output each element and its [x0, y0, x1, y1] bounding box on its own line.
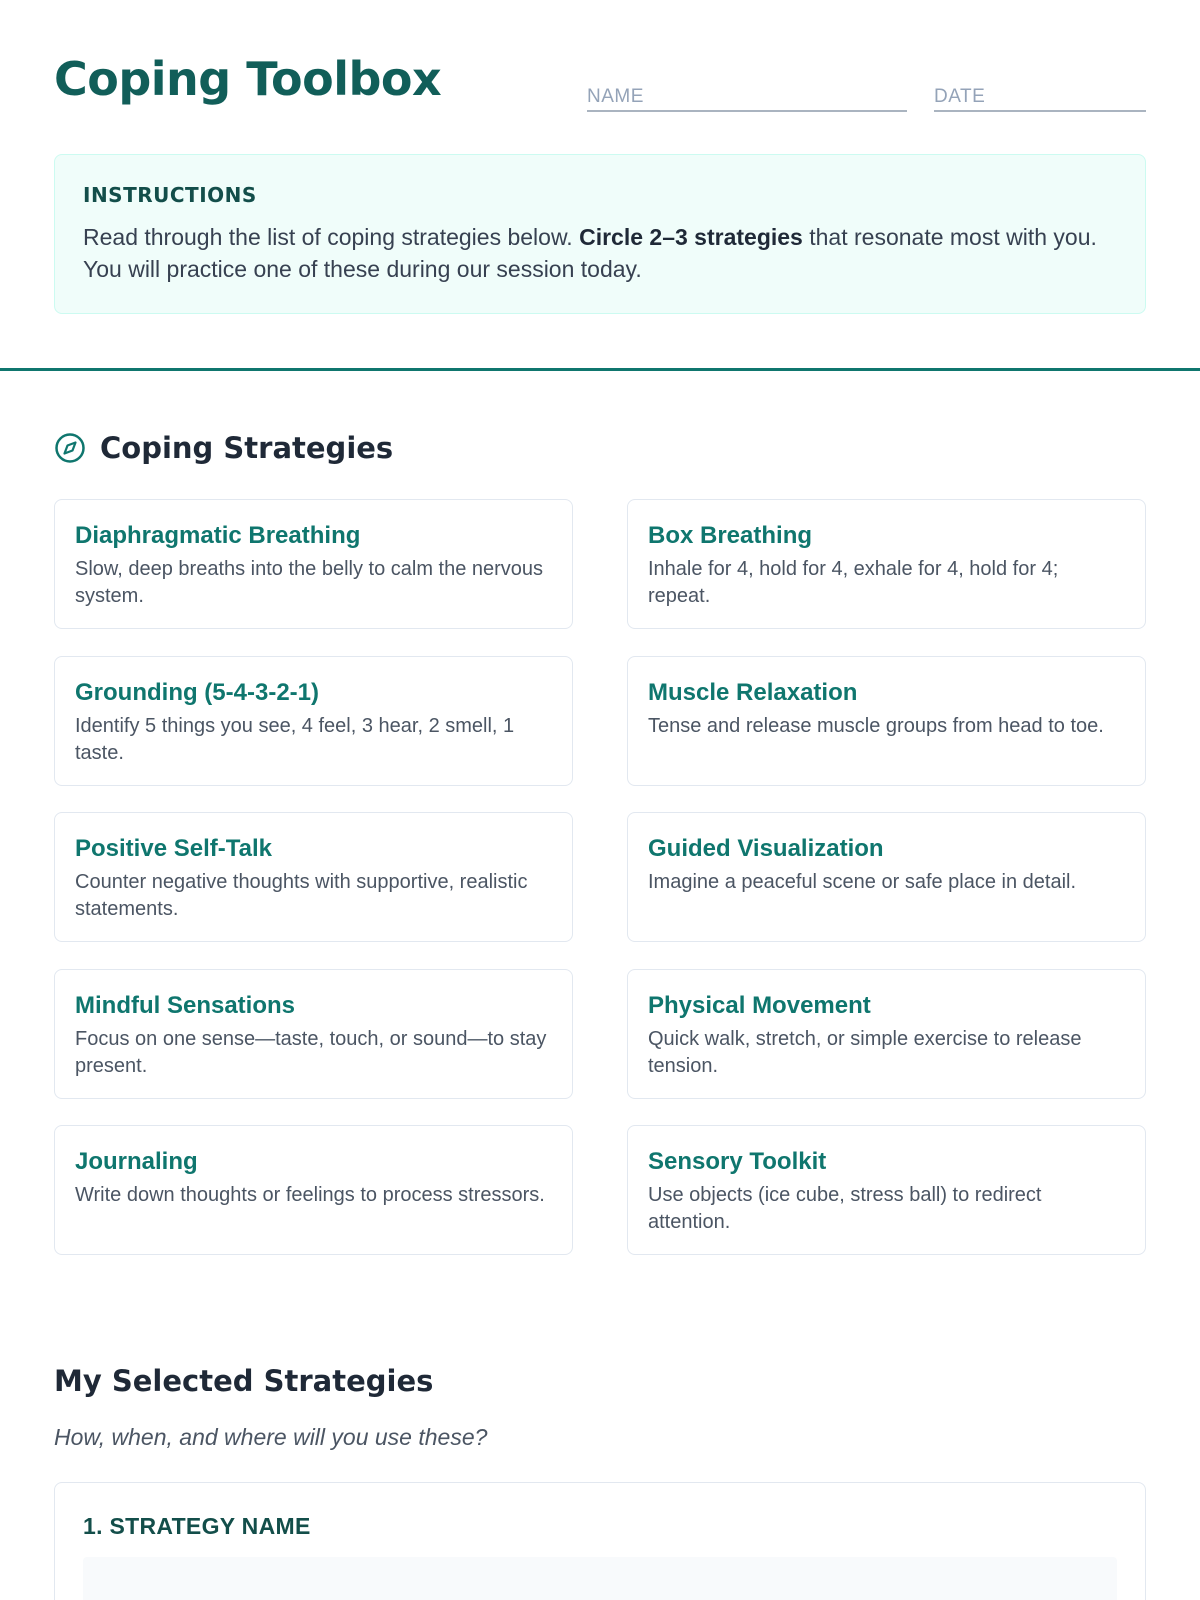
strategy-title: Box Breathing	[648, 522, 813, 549]
strategy-title: Sensory Toolkit	[648, 1148, 827, 1175]
strategy-card[interactable]	[627, 656, 1146, 786]
strategy-card[interactable]	[54, 1125, 573, 1255]
instructions-text	[83, 221, 1117, 285]
strategy-title: Grounding (5-4-3-2-1)	[75, 679, 319, 706]
page-title: Coping Toolbox	[54, 52, 442, 106]
name-field[interactable]	[587, 86, 907, 112]
strategy-card[interactable]	[54, 812, 573, 942]
strategy-card[interactable]	[627, 812, 1146, 942]
strategy-desc: Write down thoughts or feelings to process stressors.	[75, 1184, 545, 1206]
strategy-desc: Use objects (ice cube, stress ball) to redirect attention.	[648, 1184, 1042, 1233]
strategy-card[interactable]	[54, 499, 573, 629]
strategy-desc: Identify 5 things you see, 4 feel, 3 hear, 2 smell, 1 taste.	[75, 715, 515, 764]
instructions-text-start: Read through the list of coping strategies below.	[83, 224, 580, 250]
strategy-card[interactable]	[627, 499, 1146, 629]
instructions-box	[54, 154, 1146, 314]
strategy-desc: Inhale for 4, hold for 4, exhale for 4, hold for 4; repeat.	[648, 558, 1059, 607]
date-label: DATE	[934, 86, 986, 107]
name-label: NAME	[587, 86, 644, 107]
strategy-title: Guided Visualization	[648, 835, 884, 862]
strategy-card[interactable]	[54, 656, 573, 786]
strategy-desc: Quick walk, stretch, or simple exercise to release tension.	[648, 1028, 1082, 1077]
instructions-text-bold: Circle 2–3 strategies	[579, 224, 803, 250]
compass-icon	[54, 432, 86, 464]
strategy-name-input[interactable]	[83, 1557, 1117, 1600]
strategy-title: Mindful Sensations	[75, 992, 296, 1019]
strategy-entry-label: 1. STRATEGY NAME	[83, 1513, 311, 1539]
strategy-entry-box	[54, 1482, 1146, 1600]
strategy-title: Positive Self-Talk	[75, 835, 272, 862]
strategy-desc: Slow, deep breaths into the belly to calm the nervous system.	[75, 558, 544, 607]
strategies-header	[54, 428, 393, 468]
strategy-desc: Imagine a peaceful scene or safe place in detail.	[648, 871, 1077, 893]
selected-strategies-title: My Selected Strategies	[54, 1364, 434, 1398]
strategy-title: Diaphragmatic Breathing	[75, 522, 361, 549]
strategy-title: Muscle Relaxation	[648, 679, 858, 706]
strategy-desc: Counter negative thoughts with supportive, realistic statements.	[75, 871, 528, 920]
strategy-title: Journaling	[75, 1148, 198, 1175]
instructions-heading: INSTRUCTIONS	[83, 183, 257, 207]
worksheet-header	[54, 48, 1146, 120]
date-field[interactable]	[934, 86, 1146, 112]
selected-strategies-subtitle: How, when, and where will you use these?	[54, 1424, 488, 1450]
strategy-card[interactable]	[627, 1125, 1146, 1255]
strategy-desc: Focus on one sense—taste, touch, or sound—to stay present.	[75, 1028, 547, 1077]
section-divider	[0, 368, 1200, 371]
strategy-card[interactable]	[627, 969, 1146, 1099]
strategy-title: Physical Movement	[648, 992, 871, 1019]
strategy-desc: Tense and release muscle groups from head to toe.	[648, 715, 1104, 737]
strategies-title: Coping Strategies	[100, 431, 394, 465]
strategy-card[interactable]	[54, 969, 573, 1099]
instructions-text-end: that resonate most with you. You will practice one of these during our session today.	[83, 224, 1097, 282]
